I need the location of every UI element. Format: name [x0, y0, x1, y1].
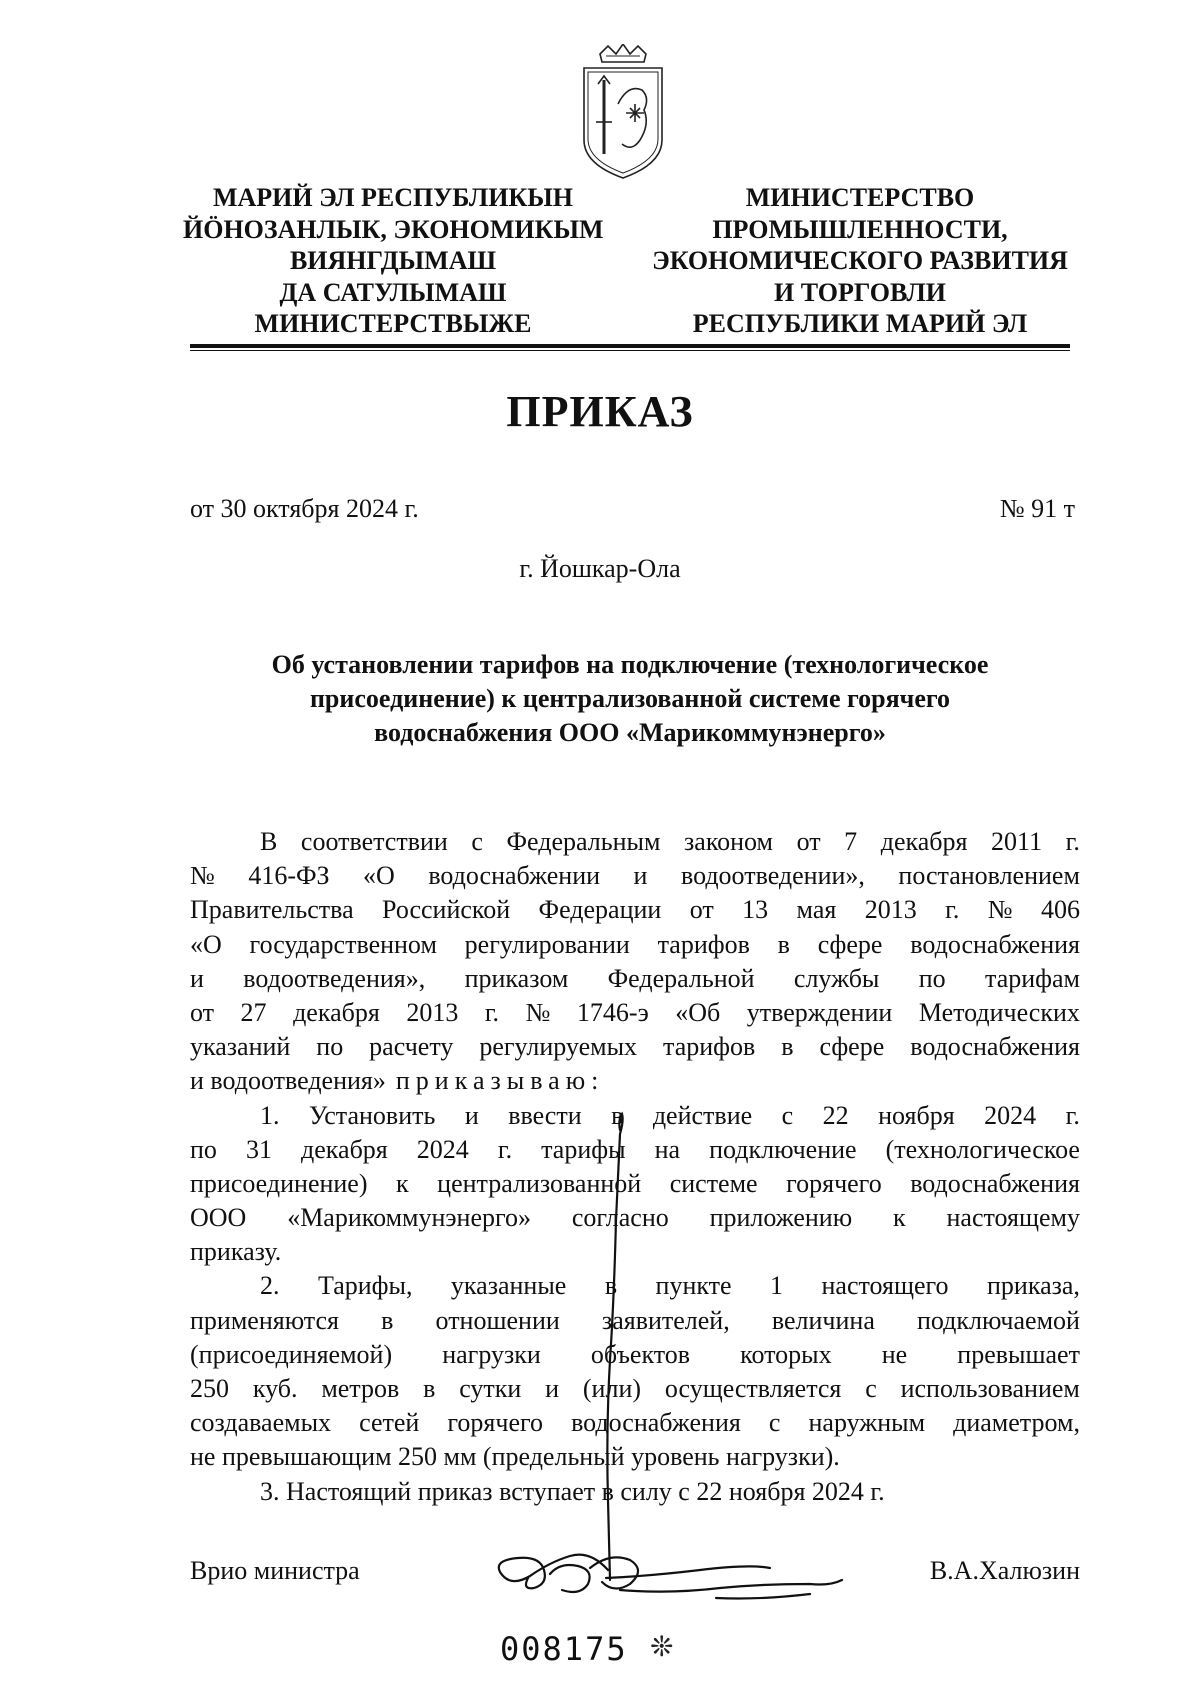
body-line-text: применяются в отношении заявителей, величина подключаемой: [190, 1305, 1080, 1335]
header-left: [183, 182, 603, 340]
header-right-line: ЭКОНОМИЧЕСКОГО РАЗВИТИЯ: [652, 246, 1068, 275]
header-right: [650, 182, 1070, 340]
body-line-text: 1. Установить и ввести в действие с 22 ноября 2024 г.: [260, 1100, 1080, 1130]
body-line: [190, 928, 1080, 962]
body-line-text: указаний по расчету регулируемых тарифов в сфере водоснабжения: [190, 1032, 1080, 1062]
body-line-text: приказу.: [190, 1237, 282, 1267]
body-line-text: «О государственном регулировании тарифов в сфере водоснабжения: [190, 929, 1080, 959]
subject-line: присоединение) к централизованной системе горячего: [309, 684, 951, 713]
subject-line: водоснабжения ООО «Марикоммунэнерго»: [374, 718, 886, 747]
body-line-text: В соответствии с Федеральным законом от 7 декабря 2011 г.: [260, 827, 1080, 856]
body-line-text: от 27 декабря 2013 г. № 1746-э «Об утверждении Методических: [190, 997, 1080, 1027]
body-line-text: (присоединяемой) нагрузки объектов которых не превышает: [190, 1339, 1080, 1369]
header-right-line: ПРОМЫШЛЕННОСТИ,: [712, 214, 1008, 244]
body-line-text: создаваемых сетей горячего водоснабжения с наружным диаметром,: [190, 1408, 1080, 1438]
header-right-line: РЕСПУБЛИКИ МАРИЙ ЭЛ: [692, 309, 1028, 338]
body-line-text: и водоотведения»: [190, 1066, 386, 1096]
signer-role: Врио министра: [190, 1556, 360, 1585]
body-line: [190, 1030, 1080, 1064]
signer-name: В.А.Халюзин: [929, 1556, 1080, 1585]
header-left-line: ЙÖНОЗАНЛЫК, ЭКОНОМИКЫМ: [183, 214, 604, 244]
body-line-text: ООО «Марикоммунэнерго» согласно приложению к настоящему: [190, 1203, 1080, 1233]
body-line: [190, 859, 1080, 893]
body-line-text: не превышающим 250 мм (предельный уровень нагрузки).: [190, 1442, 840, 1472]
body-line-text: 250 куб. метров в сутки и (или) осуществляется с использованием: [190, 1374, 1080, 1403]
header-left-line: ВИЯНГДЫМАШ: [289, 246, 497, 275]
body-line-text: 3. Настоящий приказ вступает в силу с 22 ноября 2024 г.: [260, 1476, 885, 1506]
document-city: г. Йошкар-Ола: [519, 554, 681, 583]
body-line-text: № 416-ФЗ «О водоснабжении и водоотведении», постановлением: [190, 861, 1080, 891]
handwritten-signature-icon: [470, 1100, 850, 1620]
body-line: [190, 825, 1080, 859]
body-line: [190, 893, 1080, 927]
order-word: приказываю:: [395, 1066, 605, 1096]
body-line: [190, 962, 1080, 996]
body-line-text: Правительства Российской Федерации от 13 мая 2013 г. № 406: [190, 895, 1080, 925]
body-line-text: присоединение) к централизованной системе горячего водоснабжения: [190, 1168, 1080, 1198]
body-line: [190, 996, 1080, 1030]
document-date: от 30 октября 2024 г.: [190, 494, 419, 523]
body-line-text: и водоотведения», приказом Федеральной службы по тарифам: [190, 963, 1080, 993]
header-divider-thin: [190, 350, 1070, 351]
header-left-line: МАРИЙ ЭЛ РЕСПУБЛИКЫН: [212, 183, 574, 212]
document-number: № 91 т: [999, 494, 1075, 523]
body-line-text: по 31 декабря 2024 г. тарифы на подключение (технологическое: [190, 1134, 1080, 1164]
body-line: [190, 1064, 1080, 1098]
body-line-text: 2. Тарифы, указанные в пункте 1 настоящего приказа,: [260, 1271, 1080, 1301]
stamp-serial-number: 008175: [500, 1630, 628, 1668]
header-divider: [190, 344, 1070, 348]
header-left-line: МИНИСТЕРСТВЫЖЕ: [254, 309, 532, 338]
coat-of-arms-icon: [578, 44, 668, 184]
header-left-line: ДА САТУЛЫМАШ: [279, 277, 507, 307]
subject-line: Об установлении тарифов на подключение (технологическое: [271, 650, 989, 679]
header-right-line: И ТОРГОВЛИ: [774, 277, 946, 307]
stamp-mark-icon: ❊: [650, 1632, 674, 1663]
document-subject: [190, 648, 1070, 750]
header-right-line: МИНИСТЕРСТВО: [745, 183, 975, 212]
document-type-title: ПРИКАЗ: [506, 387, 694, 436]
